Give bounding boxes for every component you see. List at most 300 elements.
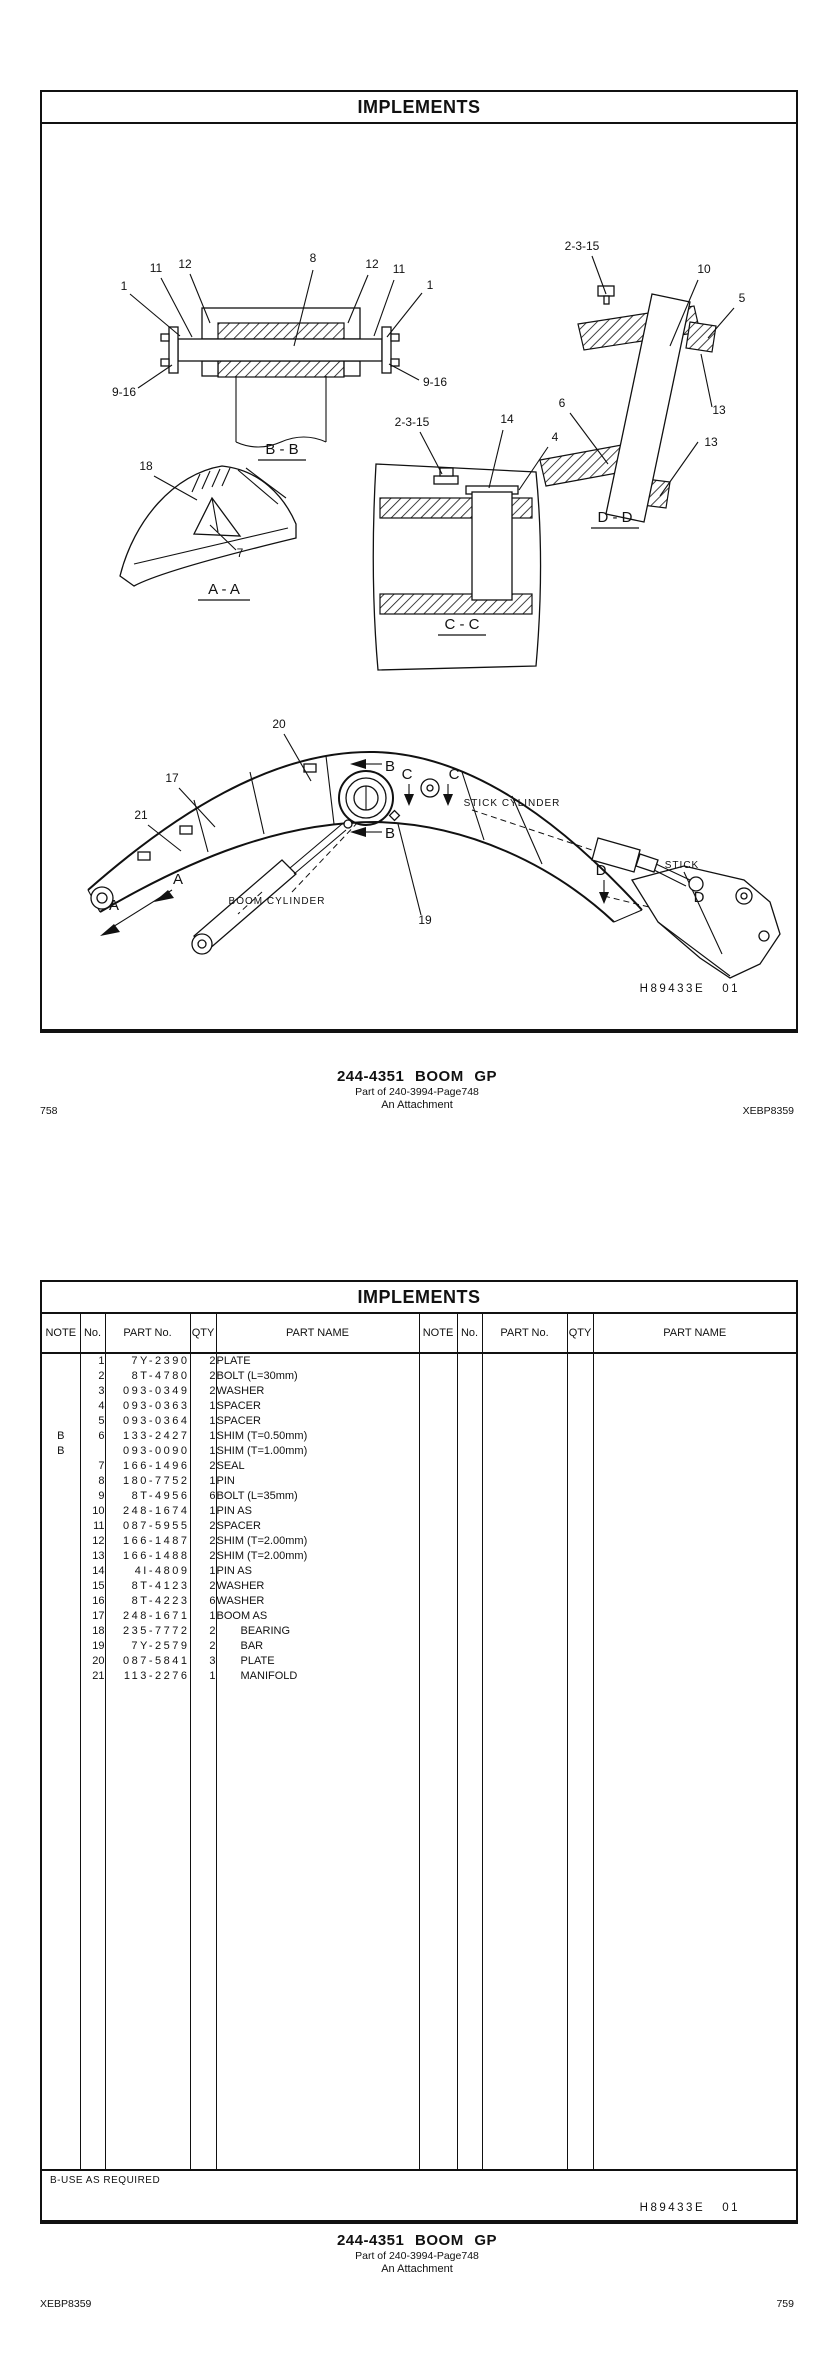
section-c-arrow-1 [404, 794, 414, 806]
cell-qty-right [567, 1519, 593, 1534]
cell-part-name-right [593, 1444, 796, 1459]
cell-part-no-right [482, 1609, 567, 1624]
cell-no-right [457, 1429, 482, 1444]
cell-note [42, 1384, 80, 1399]
cell-no: 20 [80, 1654, 105, 1669]
cell-part-name-right [593, 1369, 796, 1384]
cell-part-name-right [593, 1399, 796, 1414]
cell-note: B [42, 1444, 80, 1459]
cell-part-no-right [482, 1594, 567, 1609]
cell-note [42, 1594, 80, 1609]
cell-note-right [419, 1624, 457, 1639]
cell-part-name: PIN AS [216, 1564, 419, 1579]
dd-bolt-stud [604, 296, 609, 304]
cell-no: 11 [80, 1519, 105, 1534]
cell-qty: 2 [190, 1534, 216, 1549]
page2-frame [40, 1280, 798, 2224]
table-row [42, 1534, 796, 1549]
cell-part-name: WASHER [216, 1384, 419, 1399]
cell-part-no: 093-0363 [105, 1399, 190, 1414]
cell-note [42, 1369, 80, 1384]
cell-part-name: SPACER [216, 1519, 419, 1534]
cell-part-no-right [482, 1519, 567, 1534]
cell-note [42, 1624, 80, 1639]
callout-ov-20: 20 [272, 717, 286, 731]
cell-note-right [419, 1564, 457, 1579]
cell-part-no: 8T-4780 [105, 1369, 190, 1384]
cell-no: 1 [80, 1353, 105, 1369]
filler-cell [190, 1684, 216, 2169]
cell-part-no-right [482, 1534, 567, 1549]
cell-no-right [457, 1414, 482, 1429]
callout-bb-11-left: 11 [149, 261, 163, 275]
cell-note [42, 1459, 80, 1474]
cell-part-name-right [593, 1579, 796, 1594]
table-row [42, 1399, 796, 1414]
dd-leader-5 [708, 308, 734, 338]
header-partname-right: PART NAME [593, 1314, 796, 1353]
page1-caption-partof: Part of 240-3994-Page748 [355, 1086, 479, 1098]
header-qty-right: QTY [567, 1314, 593, 1353]
bb-hatch-bottom [218, 361, 344, 377]
callout-dd-5: 5 [738, 291, 746, 305]
page1-caption-title: 244-4351 BOOM GP [336, 1068, 498, 1085]
header-no-right: No. [457, 1314, 482, 1353]
cell-qty: 2 [190, 1519, 216, 1534]
filler-cell [105, 1684, 190, 2169]
cell-part-name-right [593, 1639, 796, 1654]
footnote-row [42, 2169, 796, 2222]
cell-no-right [457, 1489, 482, 1504]
table-row [42, 1639, 796, 1654]
cell-note-right [419, 1459, 457, 1474]
callout-bb-8: 8 [309, 251, 317, 265]
cell-note [42, 1504, 80, 1519]
marker-c2: C [448, 766, 460, 783]
filler-cell [42, 1684, 80, 2169]
cell-no: 9 [80, 1489, 105, 1504]
cell-part-no-right [482, 1549, 567, 1564]
section-label-aa: A - A [208, 581, 240, 598]
cell-no-right [457, 1369, 482, 1384]
leader-17 [179, 788, 215, 827]
dd-leader-13-upper [701, 354, 712, 407]
label-stick: STICK [664, 860, 700, 871]
table-row [42, 1414, 796, 1429]
stick-link-hole [759, 931, 769, 941]
page1-page-number: 758 [40, 1105, 58, 1117]
cell-no: 7 [80, 1459, 105, 1474]
filler-cell [80, 1684, 105, 2169]
callout-ov-17: 17 [165, 771, 179, 785]
cell-qty: 2 [190, 1639, 216, 1654]
cell-no-right [457, 1624, 482, 1639]
bb-tube-sides [236, 376, 326, 442]
cell-no-right [457, 1564, 482, 1579]
page1-footer [40, 1105, 794, 1117]
marker-a1: A [172, 871, 184, 888]
cell-qty-right [567, 1549, 593, 1564]
cell-note [42, 1489, 80, 1504]
cell-part-name: BAR [216, 1639, 419, 1654]
cell-part-name-right [593, 1489, 796, 1504]
cell-qty-right [567, 1504, 593, 1519]
marker-d2: D [693, 889, 705, 906]
cell-part-no: 7Y-2390 [105, 1353, 190, 1369]
cell-no: 2 [80, 1369, 105, 1384]
callout-ov-21: 21 [134, 808, 148, 822]
cell-qty-right [567, 1369, 593, 1384]
cell-no-right [457, 1594, 482, 1609]
cell-qty: 1 [190, 1474, 216, 1489]
section-d-arrow-1 [599, 892, 609, 904]
section-b-arrow-bottom [350, 827, 366, 837]
cell-part-no-right [482, 1384, 567, 1399]
cell-part-name: WASHER [216, 1594, 419, 1609]
cell-part-name-right [593, 1654, 796, 1669]
cell-qty: 1 [190, 1669, 216, 1684]
cell-no: 18 [80, 1624, 105, 1639]
cell-qty-right [567, 1444, 593, 1459]
cell-part-name-right [593, 1353, 796, 1369]
bb-bolt-right-1 [391, 334, 399, 341]
cell-no: 3 [80, 1384, 105, 1399]
cell-qty: 2 [190, 1549, 216, 1564]
bb-bolt-left-2 [161, 359, 169, 366]
table-row [42, 1444, 796, 1459]
cell-no-right [457, 1669, 482, 1684]
page1-caption-attachment: An Attachment [381, 1099, 453, 1111]
cell-part-no: 087-5955 [105, 1519, 190, 1534]
cell-no-right [457, 1444, 482, 1459]
table-row [42, 1429, 796, 1444]
cell-qty: 1 [190, 1504, 216, 1519]
cell-part-no: 166-1487 [105, 1534, 190, 1549]
cell-part-name: SHIM (T=2.00mm) [216, 1549, 419, 1564]
cell-part-no-right [482, 1654, 567, 1669]
cell-part-name-right [593, 1624, 796, 1639]
header-partname-left: PART NAME [216, 1314, 419, 1353]
cell-part-name: PIN AS [216, 1504, 419, 1519]
cell-note [42, 1399, 80, 1414]
bb-step-right [344, 361, 360, 376]
callout-dd-13-lower: 13 [704, 435, 718, 449]
cell-note [42, 1414, 80, 1429]
boom-cyl-dash-1 [292, 820, 360, 892]
cell-qty: 2 [190, 1624, 216, 1639]
cell-qty: 6 [190, 1489, 216, 1504]
cell-part-name: MANIFOLD [216, 1669, 419, 1684]
cell-part-name-right [593, 1534, 796, 1549]
table-filler-row [42, 1684, 796, 2169]
cell-part-name: SEAL [216, 1459, 419, 1474]
cell-note [42, 1609, 80, 1624]
cell-part-name: SHIM (T=2.00mm) [216, 1534, 419, 1549]
cell-part-no-right [482, 1414, 567, 1429]
cell-part-no: 8T-4123 [105, 1579, 190, 1594]
cell-qty: 1 [190, 1414, 216, 1429]
cell-part-name: WASHER [216, 1579, 419, 1594]
cell-part-name-right [593, 1414, 796, 1429]
section-dd [540, 239, 746, 528]
section-a-arrow-1 [154, 890, 174, 902]
boom-cyl-rod-eye [344, 820, 352, 828]
cell-part-no: 093-0349 [105, 1384, 190, 1399]
cell-note-right [419, 1474, 457, 1489]
cc-block [373, 464, 540, 670]
cell-note-right [419, 1429, 457, 1444]
page1-diagram [42, 124, 796, 1025]
page2-page-number: 759 [776, 2298, 794, 2310]
cell-qty: 1 [190, 1564, 216, 1579]
boom-pad-3 [304, 764, 316, 772]
cell-part-no-right [482, 1624, 567, 1639]
cell-note-right [419, 1414, 457, 1429]
section-label-bb: B - B [265, 441, 299, 458]
callout-bb-12-right: 12 [365, 257, 379, 271]
cell-no-right [457, 1519, 482, 1534]
cell-no-right [457, 1384, 482, 1399]
cell-part-name-right [593, 1594, 796, 1609]
cell-qty: 1 [190, 1609, 216, 1624]
filler-cell [482, 1684, 567, 2169]
page2-caption [40, 2232, 794, 2275]
cell-part-no-right [482, 1353, 567, 1369]
cell-part-name: SHIM (T=0.50mm) [216, 1429, 419, 1444]
cell-no: 4 [80, 1399, 105, 1414]
cell-note [42, 1564, 80, 1579]
bb-bolt-left-1 [161, 334, 169, 341]
page1-stamp: H89433E 01 [639, 983, 740, 995]
header-qty-left: QTY [190, 1314, 216, 1353]
stick-body [632, 866, 780, 978]
marker-c1: C [401, 766, 413, 783]
cell-part-no: 093-0090 [105, 1444, 190, 1459]
cell-qty: 6 [190, 1594, 216, 1609]
cell-part-name: BOLT (L=30mm) [216, 1369, 419, 1384]
cell-no-right [457, 1353, 482, 1369]
filler-cell [419, 1684, 457, 2169]
cell-part-no-right [482, 1369, 567, 1384]
bb-hatch-top [218, 323, 344, 339]
callout-cc-4: 4 [551, 430, 559, 444]
callout-ov-19: 19 [418, 913, 432, 927]
header-note-left: NOTE [42, 1314, 80, 1353]
cell-qty-right [567, 1654, 593, 1669]
dd-bolt-cap [598, 286, 614, 296]
cell-part-no: 180-7752 [105, 1474, 190, 1489]
boom-cyl-cap-inner [198, 940, 206, 948]
cell-part-no: 113-2276 [105, 1669, 190, 1684]
bb-step-left [202, 361, 218, 376]
cell-note-right [419, 1669, 457, 1684]
cell-part-no: 7Y-2579 [105, 1639, 190, 1654]
cell-note [42, 1654, 80, 1669]
cell-qty-right [567, 1474, 593, 1489]
cell-note-right [419, 1444, 457, 1459]
cell-qty-right [567, 1594, 593, 1609]
table-row [42, 1369, 796, 1384]
cell-qty-right [567, 1534, 593, 1549]
cell-part-no: 087-5841 [105, 1654, 190, 1669]
cell-part-no: 8T-4223 [105, 1594, 190, 1609]
page1-doc-code: XEBP8359 [742, 1105, 794, 1117]
cell-note-right [419, 1639, 457, 1654]
bb-leader-12-left [190, 274, 210, 323]
cell-note-right [419, 1369, 457, 1384]
page2-caption-attachment: An Attachment [381, 2263, 453, 2275]
callout-dd-13-upper: 13 [712, 403, 726, 417]
cell-qty-right [567, 1459, 593, 1474]
cell-qty-right [567, 1564, 593, 1579]
cell-no-right [457, 1399, 482, 1414]
cell-part-no-right [482, 1564, 567, 1579]
cc-bolt-washer [434, 476, 458, 484]
cell-part-name: BEARING [216, 1624, 419, 1639]
cell-no: 8 [80, 1474, 105, 1489]
table-row [42, 1579, 796, 1594]
cell-no: 17 [80, 1609, 105, 1624]
cell-note-right [419, 1609, 457, 1624]
callout-bb-1-left: 1 [120, 279, 128, 293]
cell-qty: 1 [190, 1399, 216, 1414]
callout-bb-11-right: 11 [392, 262, 406, 276]
table-row [42, 1489, 796, 1504]
stick-cyl-neck [636, 854, 658, 872]
parts-table-body [42, 1353, 796, 2169]
cell-note-right [419, 1579, 457, 1594]
filler-cell [593, 1684, 796, 2169]
cell-no-right [457, 1609, 482, 1624]
marker-b2: B [384, 825, 396, 842]
cell-part-name: PLATE [216, 1353, 419, 1369]
cell-part-name-right [593, 1669, 796, 1684]
cell-part-name: BOOM AS [216, 1609, 419, 1624]
cell-note-right [419, 1399, 457, 1414]
table-row [42, 1384, 796, 1399]
cc-bolt-cap [440, 468, 453, 476]
cell-part-no-right [482, 1579, 567, 1594]
cell-note [42, 1534, 80, 1549]
page1-frame [40, 90, 798, 1033]
callout-bb-916-left: 9-16 [111, 385, 137, 399]
cell-part-name-right [593, 1429, 796, 1444]
cell-no: 21 [80, 1669, 105, 1684]
cell-no [80, 1444, 105, 1459]
cell-no-right [457, 1579, 482, 1594]
table-row [42, 1519, 796, 1534]
cell-note [42, 1579, 80, 1594]
cell-note [42, 1669, 80, 1684]
cell-note-right [419, 1654, 457, 1669]
filler-cell [567, 1684, 593, 2169]
cell-part-name: PLATE [216, 1654, 419, 1669]
cell-part-name-right [593, 1564, 796, 1579]
boom-pad-2 [138, 852, 150, 860]
label-boom-cylinder: BOOM CYLINDER [228, 896, 326, 907]
marker-b1: B [384, 758, 396, 775]
section-a-arrow-2 [100, 924, 120, 936]
callout-aa-7: 7 [236, 546, 244, 560]
cell-part-no-right [482, 1669, 567, 1684]
footnote-text: B-USE AS REQUIRED [50, 2175, 161, 2186]
cell-part-no-right [482, 1474, 567, 1489]
table-row [42, 1474, 796, 1489]
cell-no-right [457, 1504, 482, 1519]
leader-19 [398, 824, 421, 915]
cc-plate [472, 492, 512, 600]
cell-qty: 2 [190, 1579, 216, 1594]
cell-part-name-right [593, 1459, 796, 1474]
cell-part-no: 8T-4956 [105, 1489, 190, 1504]
cell-qty-right [567, 1609, 593, 1624]
cell-qty-right [567, 1414, 593, 1429]
cell-part-name-right [593, 1549, 796, 1564]
label-stick-cylinder: STICK CYLINDER [463, 798, 561, 809]
section-label-dd: D - D [597, 509, 633, 526]
callout-bb-916-right: 9-16 [422, 375, 448, 389]
cell-qty: 2 [190, 1369, 216, 1384]
cell-part-name-right [593, 1519, 796, 1534]
parts-table-head [42, 1314, 796, 1353]
table-row [42, 1504, 796, 1519]
cell-part-name: BOLT (L=35mm) [216, 1489, 419, 1504]
cell-qty-right [567, 1384, 593, 1399]
cell-qty-right [567, 1624, 593, 1639]
cell-no: 6 [80, 1429, 105, 1444]
section-aa [120, 459, 296, 600]
cell-qty: 2 [190, 1353, 216, 1369]
boom-pad-1 [180, 826, 192, 834]
callout-bb-1-right: 1 [426, 278, 434, 292]
section-c-arrow-2 [443, 794, 453, 806]
boom-foot-pin-inner [97, 893, 107, 903]
callout-dd-2315: 2-3-15 [564, 239, 600, 253]
filler-cell [457, 1684, 482, 2169]
table-row [42, 1594, 796, 1609]
cell-part-name: SHIM (T=1.00mm) [216, 1444, 419, 1459]
page2-title: IMPLEMENTS [42, 1282, 796, 1314]
cell-note-right [419, 1594, 457, 1609]
dd-leader-13-lower [660, 442, 698, 496]
cell-note [42, 1353, 80, 1369]
cell-part-no-right [482, 1489, 567, 1504]
cell-part-name: SPACER [216, 1414, 419, 1429]
cell-no-right [457, 1654, 482, 1669]
cell-part-no-right [482, 1639, 567, 1654]
cell-note [42, 1639, 80, 1654]
boom-cyl-rod [290, 824, 346, 874]
cell-no: 10 [80, 1504, 105, 1519]
table-row [42, 1669, 796, 1684]
cell-part-no: 093-0364 [105, 1414, 190, 1429]
cell-qty: 2 [190, 1459, 216, 1474]
bb-leader-916-left [138, 365, 172, 388]
cell-qty-right [567, 1579, 593, 1594]
stick-pivot-inner [741, 893, 747, 899]
table-row [42, 1549, 796, 1564]
cell-part-name: SPACER [216, 1399, 419, 1414]
cell-note-right [419, 1384, 457, 1399]
cell-part-name-right [593, 1609, 796, 1624]
header-partno-left: PART No. [105, 1314, 190, 1353]
callout-dd-10: 10 [697, 262, 711, 276]
callout-bb-12-left: 12 [178, 257, 192, 271]
header-row [42, 1314, 796, 1353]
cell-note [42, 1519, 80, 1534]
overview [88, 717, 780, 978]
cell-part-no-right [482, 1429, 567, 1444]
